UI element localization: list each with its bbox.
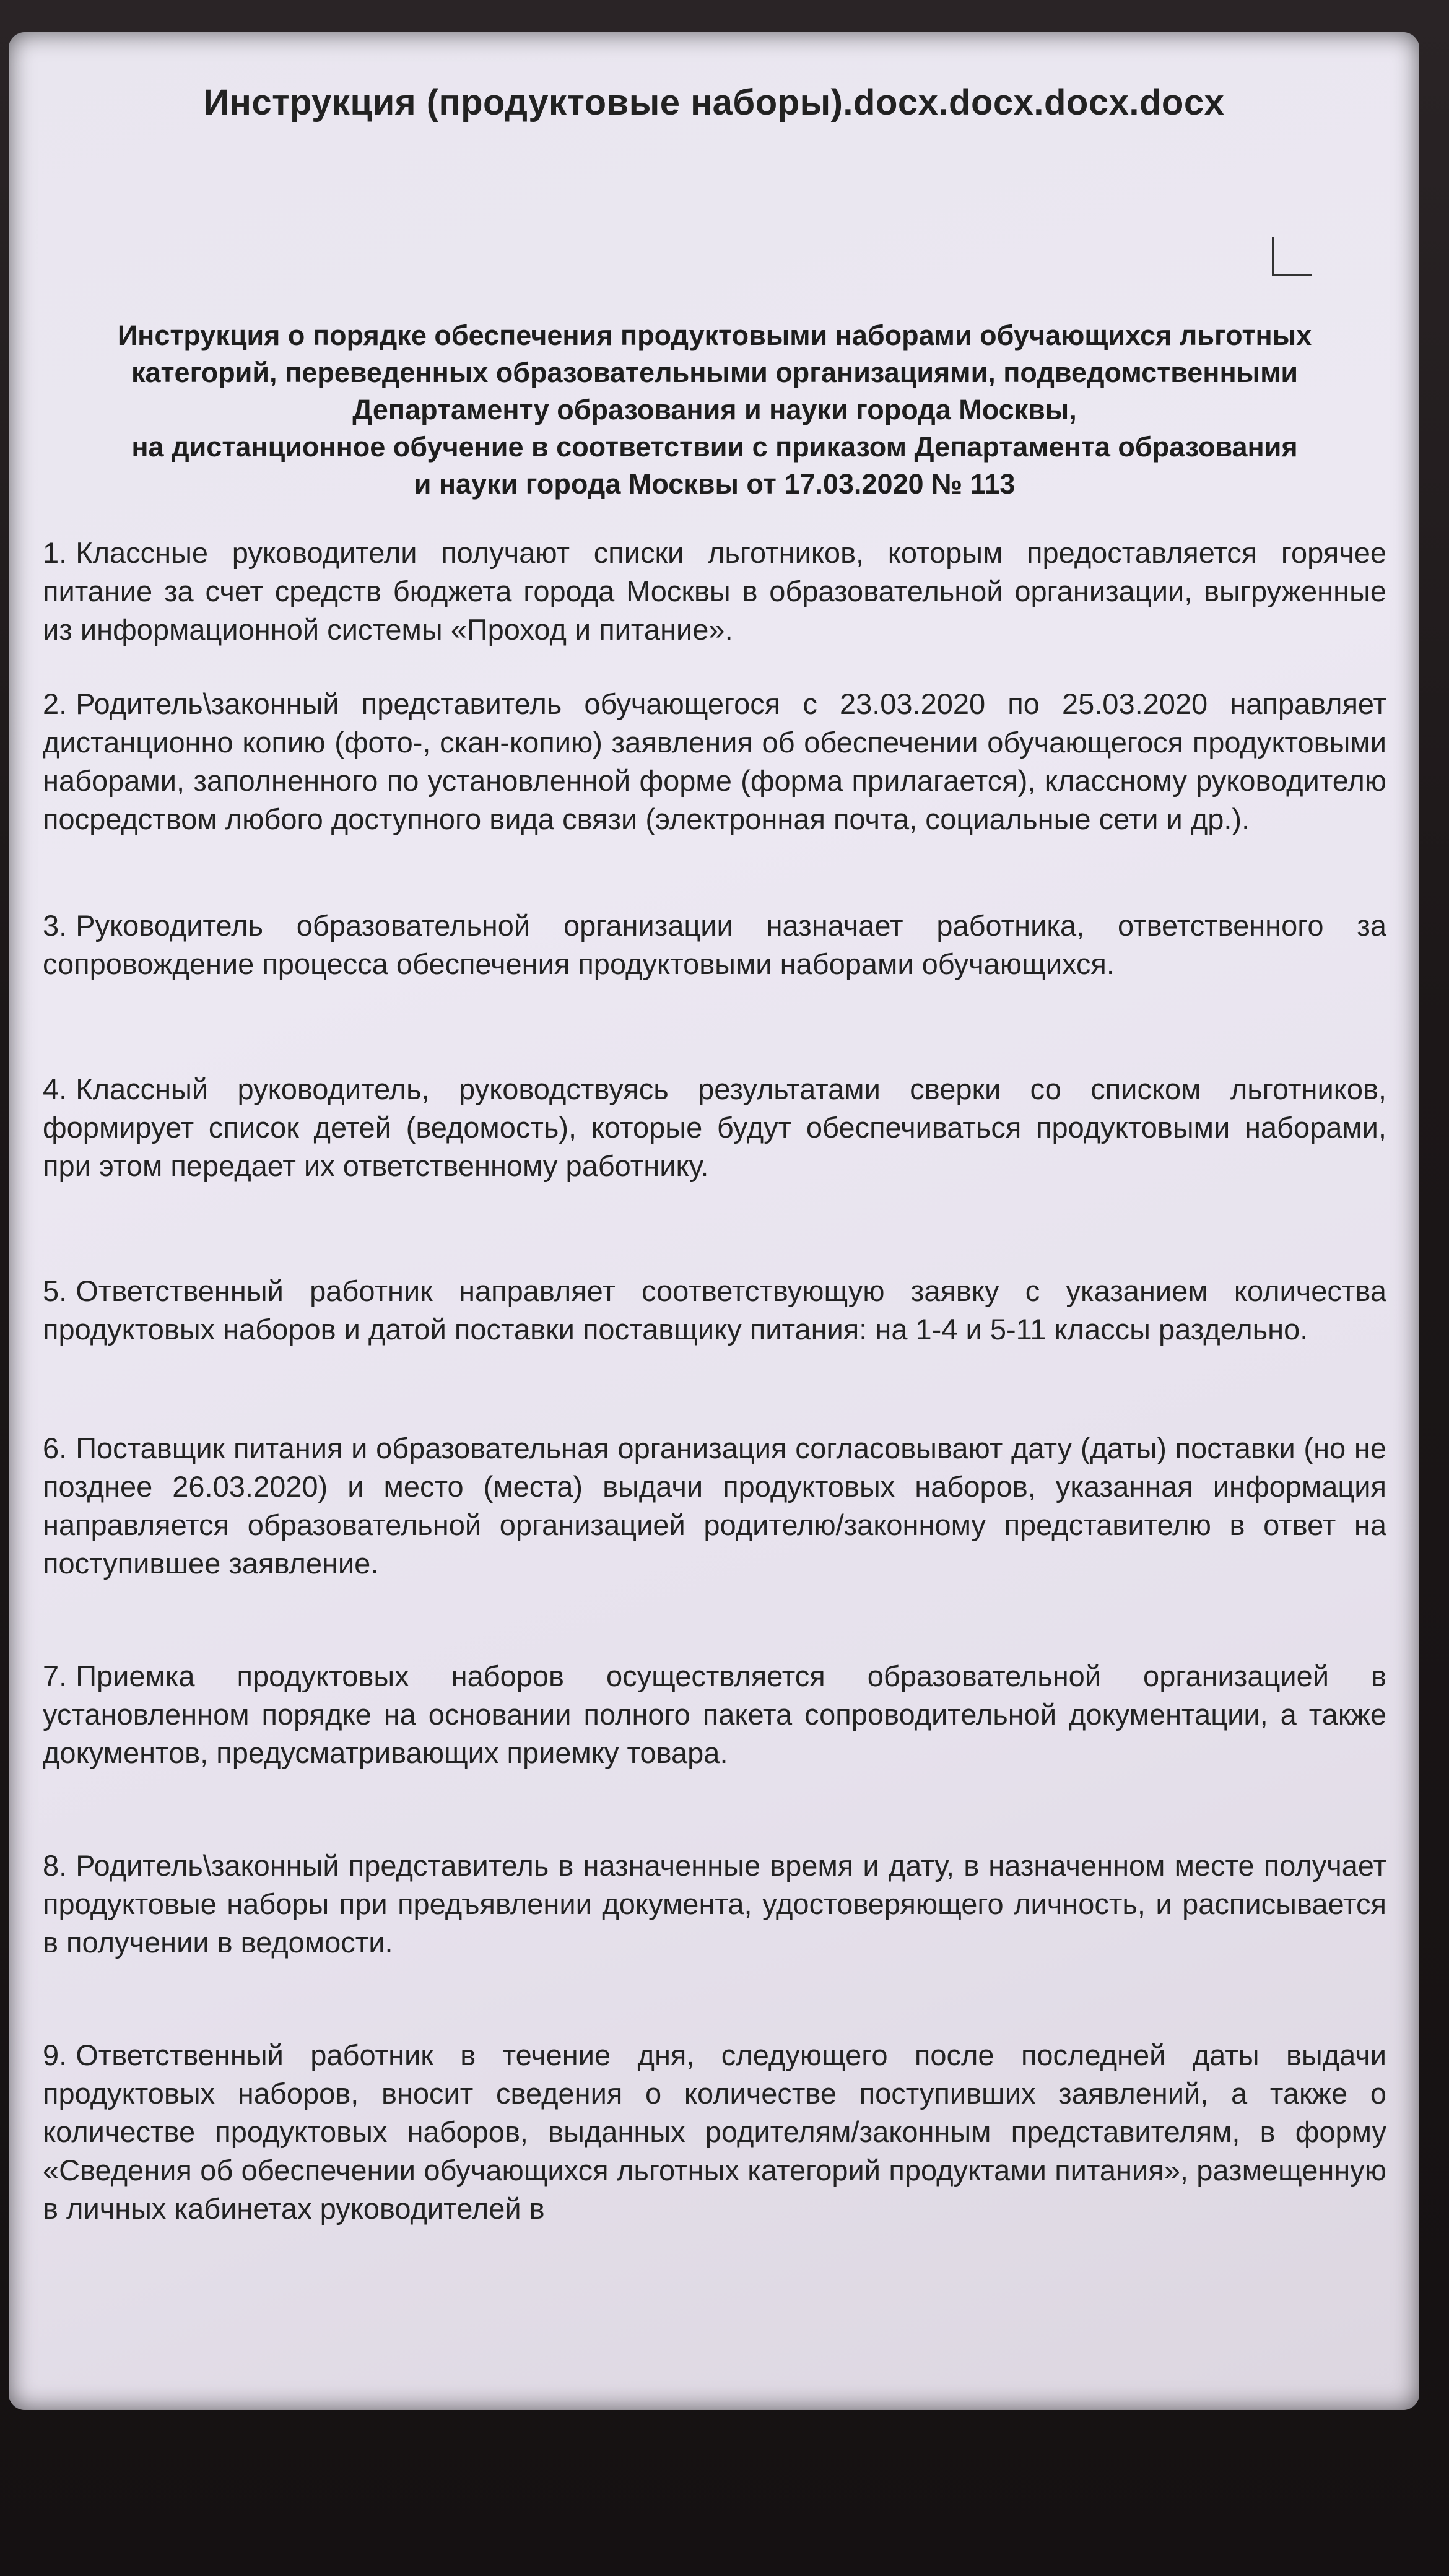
item-text: Ответственный работник направляет соответствующую заявку с указанием количества продуктовых наборов и датой поставки поставщику питания: на 1-4 и 5-11 классы раздельно. <box>43 1274 1386 1346</box>
instruction-item <box>43 907 1386 983</box>
item-number: 6. <box>43 1432 67 1464</box>
item-number: 3. <box>43 909 67 942</box>
instruction-list <box>43 534 1386 2228</box>
item-number: 1. <box>43 536 67 569</box>
item-text: Классные руководители получают списки льготников, которым предоставляется горячее питание за счет средств бюджета города Москвы в образовательной организации, выгруженные из информационной системы «Проход и питание». <box>43 536 1386 646</box>
item-text: Родитель\законный представитель обучающегося с 23.03.2020 по 25.03.2020 направляет дистанционно копию (фото-, скан-копию) заявления об обеспечении обучающегося продуктовыми наборами, заполненного по установленной форме (форма прилагается), классному руководителю посредством любого доступного вида связи (электронная почта, социальные сети и др.). <box>43 687 1386 835</box>
heading-line: на дистанционное обучение в соответствии с приказом Департамента образования <box>131 431 1298 463</box>
item-number: 5. <box>43 1274 67 1307</box>
item-number: 2. <box>43 687 67 720</box>
instruction-item <box>43 2036 1386 2228</box>
heading-line: Инструкция о порядке обеспечения продуктовыми наборами обучающихся льготных <box>117 320 1312 351</box>
text-cursor-corner-mark <box>1272 237 1312 276</box>
document-heading <box>46 317 1383 503</box>
instruction-item <box>43 1657 1386 1772</box>
instruction-item <box>43 534 1386 649</box>
document-file-title: Инструкция (продуктовые наборы).docx.docx.docx.docx <box>203 82 1225 123</box>
item-text: Поставщик питания и образовательная организация согласовывают дату (даты) поставки (но не позднее 26.03.2020) и место (места) выдачи продуктовых наборов, указанная информация направляется образовательной организацией родителю/законному представителю в ответ на поступившее заявление. <box>43 1432 1386 1580</box>
item-number: 7. <box>43 1660 67 1692</box>
item-text: Родитель\законный представитель в назначенные время и дату, в назначенном месте получает продуктовые наборы при предъявлении документа, удостоверяющего личность, и расписывается в получении в ведомости. <box>43 1849 1386 1959</box>
item-text: Ответственный работник в течение дня, следующего после последней даты выдачи продуктовых наборов, вносит сведения о количестве поступивших заявлений, а также о количестве продуктовых наборов, выданных родителям/законным представителям, в форму «Сведения об обеспечении обучающихся льготных категорий продуктами питания», размещенную в личных кабинетах руководителей в <box>43 2039 1386 2225</box>
heading-line: и науки города Москвы от 17.03.2020 № 113 <box>414 468 1016 500</box>
instruction-item <box>43 1272 1386 1349</box>
instruction-item <box>43 1847 1386 1962</box>
item-text: Приемка продуктовых наборов осуществляется образовательной организацией в установленном порядке на основании полного пакета сопроводительной документации, а также документов, предусматривающих приемку товара. <box>43 1660 1386 1769</box>
item-number: 4. <box>43 1073 67 1105</box>
item-text: Классный руководитель, руководствуясь результатами сверки со списком льготников, формирует список детей (ведомость), которые будут обеспечиваться продуктовыми наборами, при этом передает их ответственному работнику. <box>43 1073 1386 1182</box>
instruction-item <box>43 1070 1386 1185</box>
item-text: Руководитель образовательной организации назначает работника, ответственного за сопровождение процесса обеспечения продуктовыми наборами обучающихся. <box>43 909 1386 980</box>
heading-line: категорий, переведенных образовательными организациями, подведомственными <box>131 357 1299 388</box>
instruction-item <box>43 1429 1386 1583</box>
item-number: 9. <box>43 2039 67 2071</box>
document-viewer[interactable] <box>9 32 1419 2410</box>
instruction-item <box>43 685 1386 838</box>
heading-line: Департаменту образования и науки города Москвы, <box>352 394 1077 425</box>
item-number: 8. <box>43 1849 67 1882</box>
